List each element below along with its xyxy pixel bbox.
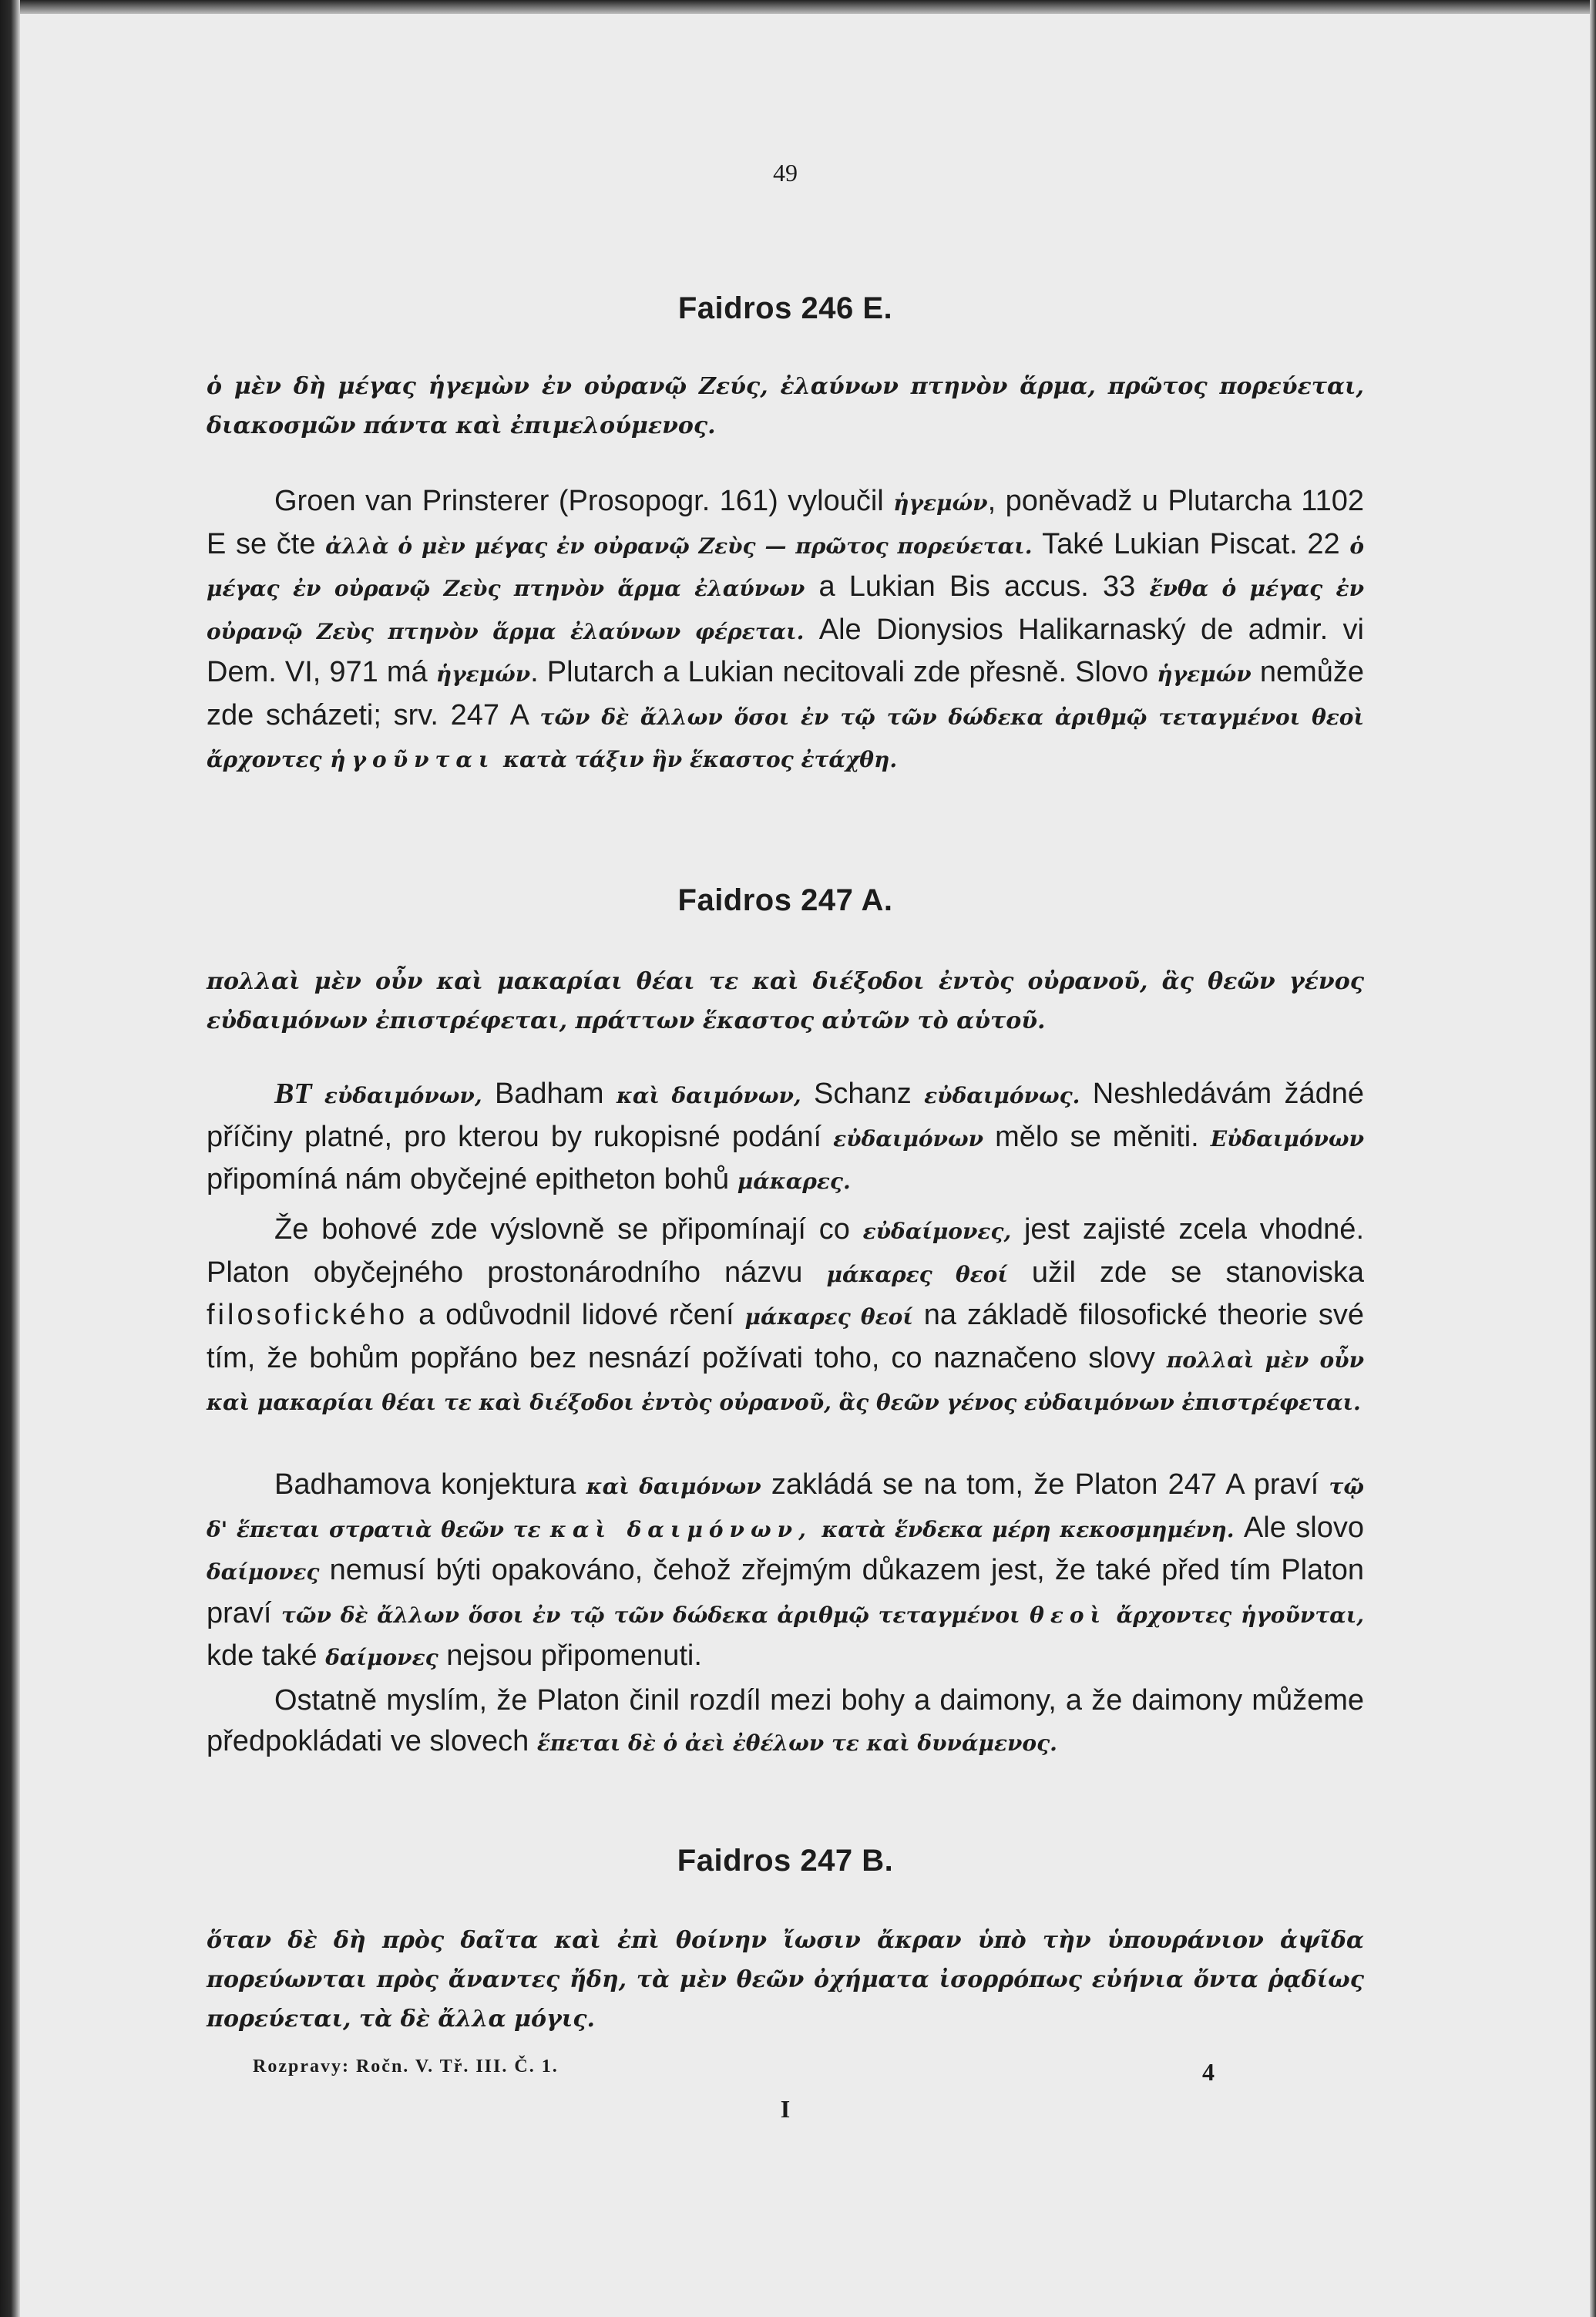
greek-term: καὶ δαιμόνων [586, 1474, 761, 1499]
greek-emphasis: καὶ δαιμόνων, [549, 1516, 812, 1542]
text: Že bohové zde výslovně se připomínají co [274, 1213, 850, 1246]
commentary-paragraph [207, 1209, 1364, 1424]
greek-term: ἡγεμών [1157, 661, 1252, 687]
section-heading: Faidros 246 E. [677, 291, 893, 325]
greek-citation: τῶν δὲ ἄλλων ὅσοι ἐν τῷ τῶν δώδεκα ἀριθμῷ τεταγμένοι [281, 1602, 1020, 1628]
greek-term: δαίμονες [207, 1559, 320, 1585]
page-number: 49 [773, 159, 798, 187]
text: nejsou připomenuti. [446, 1639, 702, 1672]
greek-term: μάκαρες θεοί [744, 1304, 913, 1330]
greek-citation: ἄρχοντες ἡγοῦνται, [1116, 1602, 1364, 1628]
greek-term: ἡγεμών [435, 661, 531, 687]
text: . Plutarch a Lukian necitovali zde přesně. Slovo [530, 656, 1149, 688]
signature-mark: I [780, 2095, 791, 2123]
text: Ostatně myslím, že Platon činil rozdíl mezi bohy a daimony, a že daimony můžeme předpokládati ve slovech [207, 1684, 1364, 1757]
text: kde také [207, 1639, 318, 1672]
greek-term: Εὐδαιμόνων [1210, 1125, 1365, 1152]
text: Schanz [814, 1078, 912, 1110]
greek-term: μάκαρες θεοί [826, 1261, 1008, 1287]
text: nemůže zde scházeti; srv. 247 A [207, 656, 1365, 731]
scan-shadow-right [1590, 0, 1596, 2317]
greek-citation: τῷ δ' ἕπεται στρατιὰ θεῶν τε [207, 1474, 1364, 1542]
text: a Lukian Bis accus. 33 [818, 570, 1136, 603]
greek-quotation: ὅταν δὲ δὴ πρὸς δαῖτα καὶ ἐπὶ θοίνην ἴωσιν ἄκραν ὑπὸ τὴν ὑπουράνιον ἁψῖδα πορεύωνται πρὸς ἄναντες ἤδη, τὰ μὲν θεῶν ὀχήματα ἰσορρόπως εὐήνια ὄντα ῥᾳδίως πορεύεται, τὰ δὲ ἄλλα μόγις. [207, 1927, 1364, 2033]
section-heading: Faidros 247 B. [677, 1844, 894, 1878]
text: a odůvodnil lidové rčení [418, 1299, 734, 1331]
greek-emphasis: ἡγοῦνται [330, 747, 496, 772]
text: mělo se měniti. [995, 1120, 1199, 1153]
manuscript-siglum: BT [274, 1078, 312, 1110]
text: Groen van Prinsterer (Prosopogr. 161) vyloučil [274, 485, 884, 517]
text: nemusí býti opakováno, čehož zřejmým důkazem jest, že také před tím Platon praví [207, 1554, 1364, 1629]
text: zakládá se na tom, že Platon 247 A praví [771, 1468, 1319, 1501]
greek-emphasis: θεοὶ [1030, 1602, 1107, 1628]
greek-term: εὐδαιμόνως. [924, 1083, 1080, 1108]
text: jest zajisté zcela vhodné. Platon obyčejného prostonárodního názvu [207, 1213, 1364, 1289]
section-heading: Faidros 247 A. [677, 883, 893, 917]
greek-citation: ἕπεται δὲ ὁ ἀεὶ ἐθέλων τε καὶ δυνάμενος. [536, 1730, 1057, 1756]
text: užil zde se stanoviska [1031, 1256, 1364, 1289]
greek-citation: κατὰ τάξιν ἣν ἕκαστος ἐτάχθη. [503, 747, 898, 772]
commentary-paragraph [207, 481, 1364, 781]
text: na základě filosofické theorie své tím, že bohům popřáno bez nesnází požívati toho, co naznačeno slovy [207, 1299, 1364, 1374]
greek-term: εὐδαίμονες, [862, 1219, 1012, 1244]
commentary-paragraph [207, 1074, 1364, 1202]
greek-term: εὐδαιμόνων, [324, 1083, 482, 1108]
text: Badham [494, 1078, 604, 1110]
greek-term: μάκαρες. [737, 1169, 851, 1194]
text: Také Lukian Piscat. 22 [1042, 527, 1340, 560]
text: Ale Dionysios Halikarnaský de admir. vi Dem. VI, 971 má [207, 613, 1364, 688]
scan-shadow-top [0, 0, 1596, 14]
text: Ale slovo [1243, 1511, 1364, 1544]
commentary-paragraph [207, 1680, 1364, 1764]
greek-citation: ὁ μέγας ἐν οὐρανῷ Ζεὺς πτηνὸν ἅρμα ἐλαύνων [207, 533, 1365, 601]
spaced-emphasis: filosofického [207, 1299, 408, 1331]
greek-quotation: πολλαὶ μὲν οὖν καὶ μακαρίαι θέαι τε καὶ διέξοδοι ἐντὸς οὐρανοῦ, ἃς θεῶν γένος εὐδαιμόνων ἐπιστρέφεται, πράττων ἕκαστος αὐτῶν τὸ αὑτοῦ. [207, 968, 1364, 1034]
greek-citation: ἔνθα ὁ μέγας ἐν οὐρανῷ Ζεὺς πτηνὸν ἅρμα ἐλαύνων φέρεται. [207, 576, 1364, 644]
greek-term: εὐδαιμόνων [833, 1125, 984, 1152]
text: připomíná nám obyčejné epitheton bohů [207, 1163, 730, 1195]
greek-citation: ἀλλὰ ὁ μὲν μέγας ἐν οὐρανῷ Ζεὺς — πρῶτος πορεύεται. [325, 533, 1033, 559]
greek-citation: κατὰ ἕνδεκα μέρη κεκοσμημένη. [822, 1516, 1235, 1542]
greek-citation: πολλαὶ μὲν οὖν καὶ μακαρίαι θέαι τε καὶ διέξοδοι ἐντὸς οὐρανοῦ, ἃς θεῶν γένος εὐδαιμόνων ἐπιστρέφεται. [207, 1347, 1364, 1415]
text: , poněvadž u Plutarcha 1102 E se čte [207, 485, 1364, 560]
journal-footer: Rozpravy: Ročn. V. Tř. III. Č. 1. [253, 2056, 559, 2077]
text: Neshledávám žádné příčiny platné, pro kterou by rukopisné podání [207, 1078, 1365, 1153]
greek-citation: τῶν δὲ ἄλλων ὅσοι ἐν τῷ τῶν δώδεκα ἀριθμῷ τεταγμένοι θεοὶ ἄρχοντες [207, 704, 1364, 772]
greek-quotation: ὁ μὲν δὴ μέγας ἡγεμὼν ἐν οὐρανῷ Ζεύς, ἐλαύνων πτηνὸν ἅρμα, πρῶτος πορεύεται, διακοσμῶν πάντα καὶ ἐπιμελούμενος. [207, 373, 1364, 439]
greek-term: ἡγεμών [893, 490, 988, 516]
sheet-number: 4 [1202, 2058, 1215, 2086]
commentary-paragraph [207, 1465, 1364, 1679]
greek-term: δαίμονες [325, 1645, 438, 1670]
greek-term: καὶ δαιμόνων, [616, 1083, 801, 1108]
scan-binding-edge [0, 0, 20, 2317]
text: Badhamova konjektura [274, 1468, 576, 1501]
